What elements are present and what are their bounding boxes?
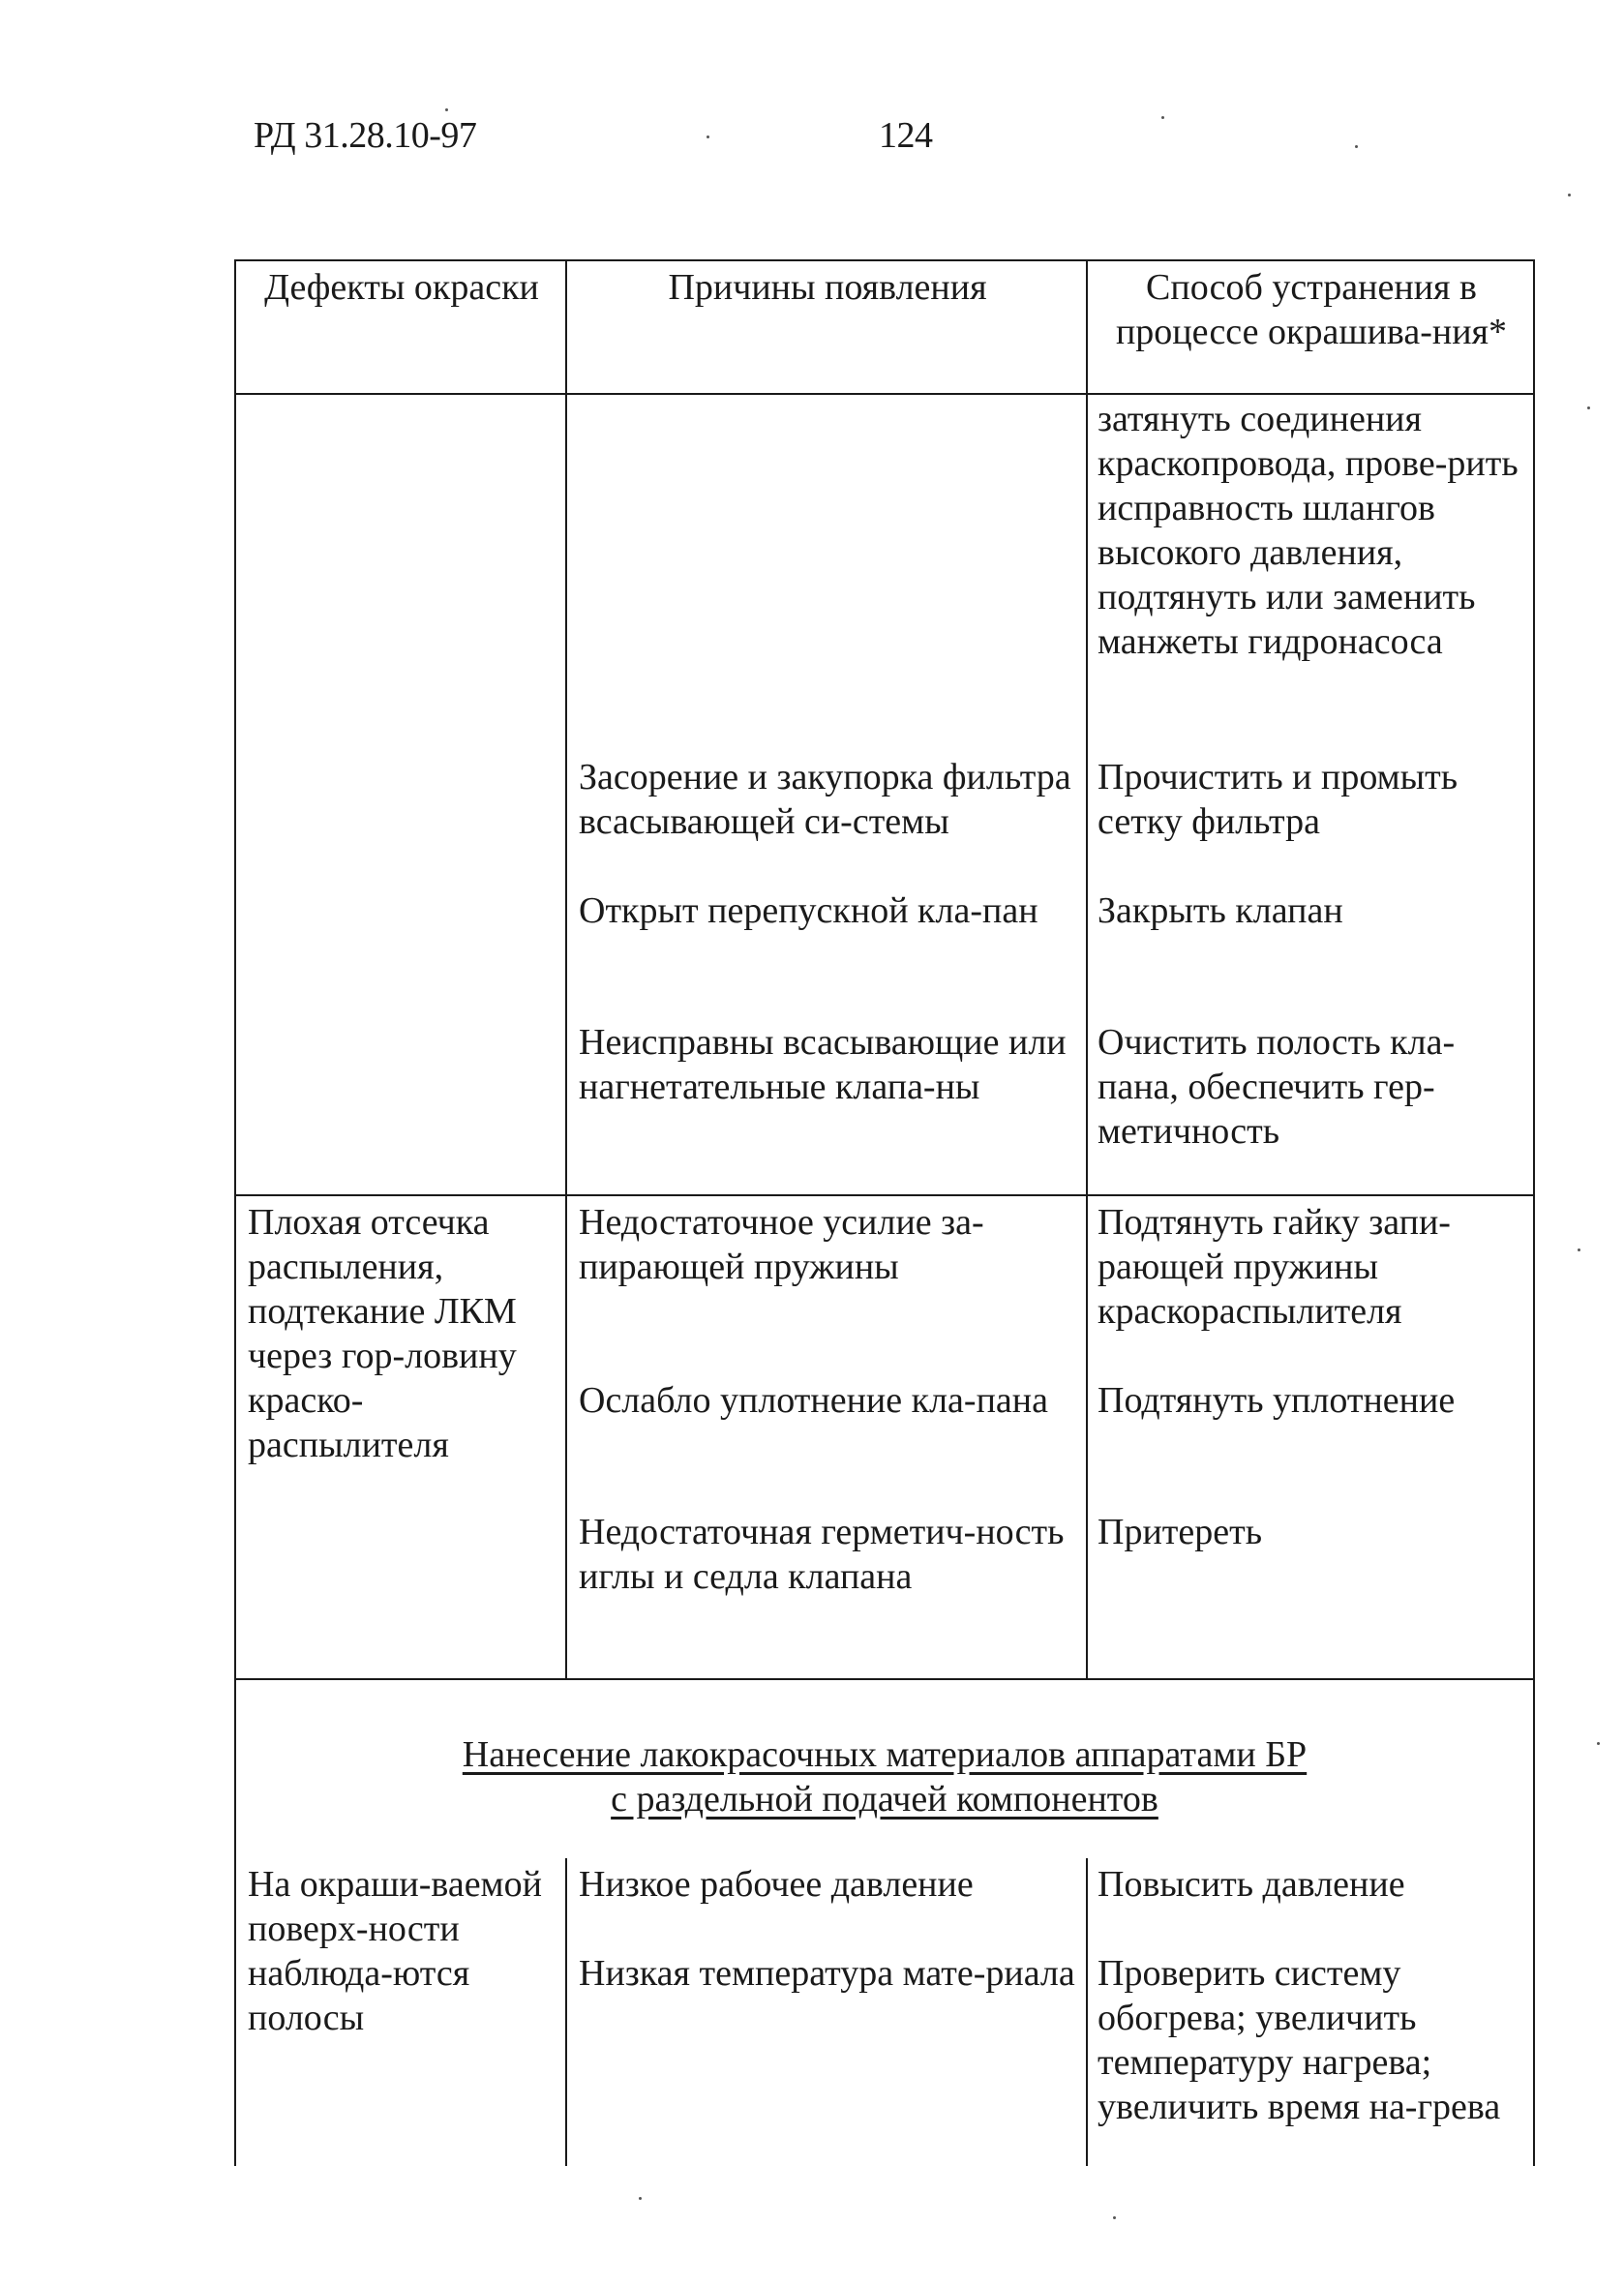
section-heading [234,1732,1535,1821]
page-number: 124 [879,115,933,156]
section-heading-line: Нанесение лакокрасочных материалов аппаратами БР [462,1734,1308,1775]
scan-speck [1568,194,1571,196]
remedy-cell: Повысить давление [1098,1864,1405,1905]
table-border-right [1533,259,1535,2166]
cause-cell: Засорение и закупорка фильтра всасывающей си-стемы [579,757,1071,842]
remedy-cell: Подтянуть гайку запи-рающей пружины краскораспылителя [1098,1202,1451,1332]
header-divider [234,393,1535,395]
cause-cell: Низкое рабочее давление [579,1864,974,1905]
scan-speck [707,135,709,138]
cause-cell: Неисправны всасывающие или нагнетательные клапа-ны [579,1022,1067,1107]
scan-speck [1355,145,1358,148]
table-border-top [234,259,1535,261]
column-header-causes: Причины появления [668,267,987,308]
remedy-cell: Проверить систему обогрева; увеличить температуру нагрева; увеличить время на-грева [1098,1953,1501,2127]
column-header-remedy: Способ устранения в процессе окрашива-ния* [1115,267,1508,352]
column-divider [1086,259,1088,1680]
document-code: РД 31.28.10-97 [254,115,477,156]
cause-cell: Открыт перепускной кла-пан [579,890,1038,931]
remedy-continued: затянуть соединения краскопровода, прове-рить исправность шлангов высокого давления, подтянуть или заменить манжеты гидронасоса [1098,399,1519,662]
scan-speck [1587,406,1590,409]
scan-speck [445,108,448,111]
scan-speck [1597,1742,1600,1745]
column-divider [1086,1858,1088,2166]
section-divider [234,1678,1535,1680]
section-heading-line: с раздельной подачей компонентов [611,1779,1158,1820]
remedy-cell: Подтянуть уплотнение [1098,1380,1456,1421]
column-divider [565,1858,567,2166]
scan-speck [1113,2216,1116,2219]
column-header-defects: Дефекты окраски [264,267,539,308]
remedy-cell: Закрыть клапан [1098,890,1343,931]
cause-cell: Недостаточная герметич-ность иглы и седла клапана [579,1512,1065,1597]
scan-speck [639,2197,642,2200]
table-border-left [234,259,236,2166]
remedy-cell: Очистить полость кла-пана, обеспечить гер-метичность [1098,1022,1456,1152]
row-divider [234,1194,1535,1196]
scan-speck [1161,116,1164,119]
remedy-cell: Прочистить и промыть сетку фильтра [1098,757,1459,842]
cause-cell: Ослабло уплотнение кла-пана [579,1380,1048,1421]
remedy-cell: Притереть [1098,1512,1263,1552]
cause-cell: Недостаточное усилие за-пирающей пружины [579,1202,984,1287]
scan-speck [1578,1248,1580,1251]
defect-cell: Плохая отсечка распыления, подтекание ЛКМ через гор-ловину краско-распылителя [248,1202,517,1465]
column-divider [565,259,567,1680]
defect-cell: На окраши-ваемой поверх-ности наблюда-ются полосы [248,1864,542,2038]
cause-cell: Низкая температура мате-риала [579,1953,1075,1994]
defects-table [234,259,1535,2166]
